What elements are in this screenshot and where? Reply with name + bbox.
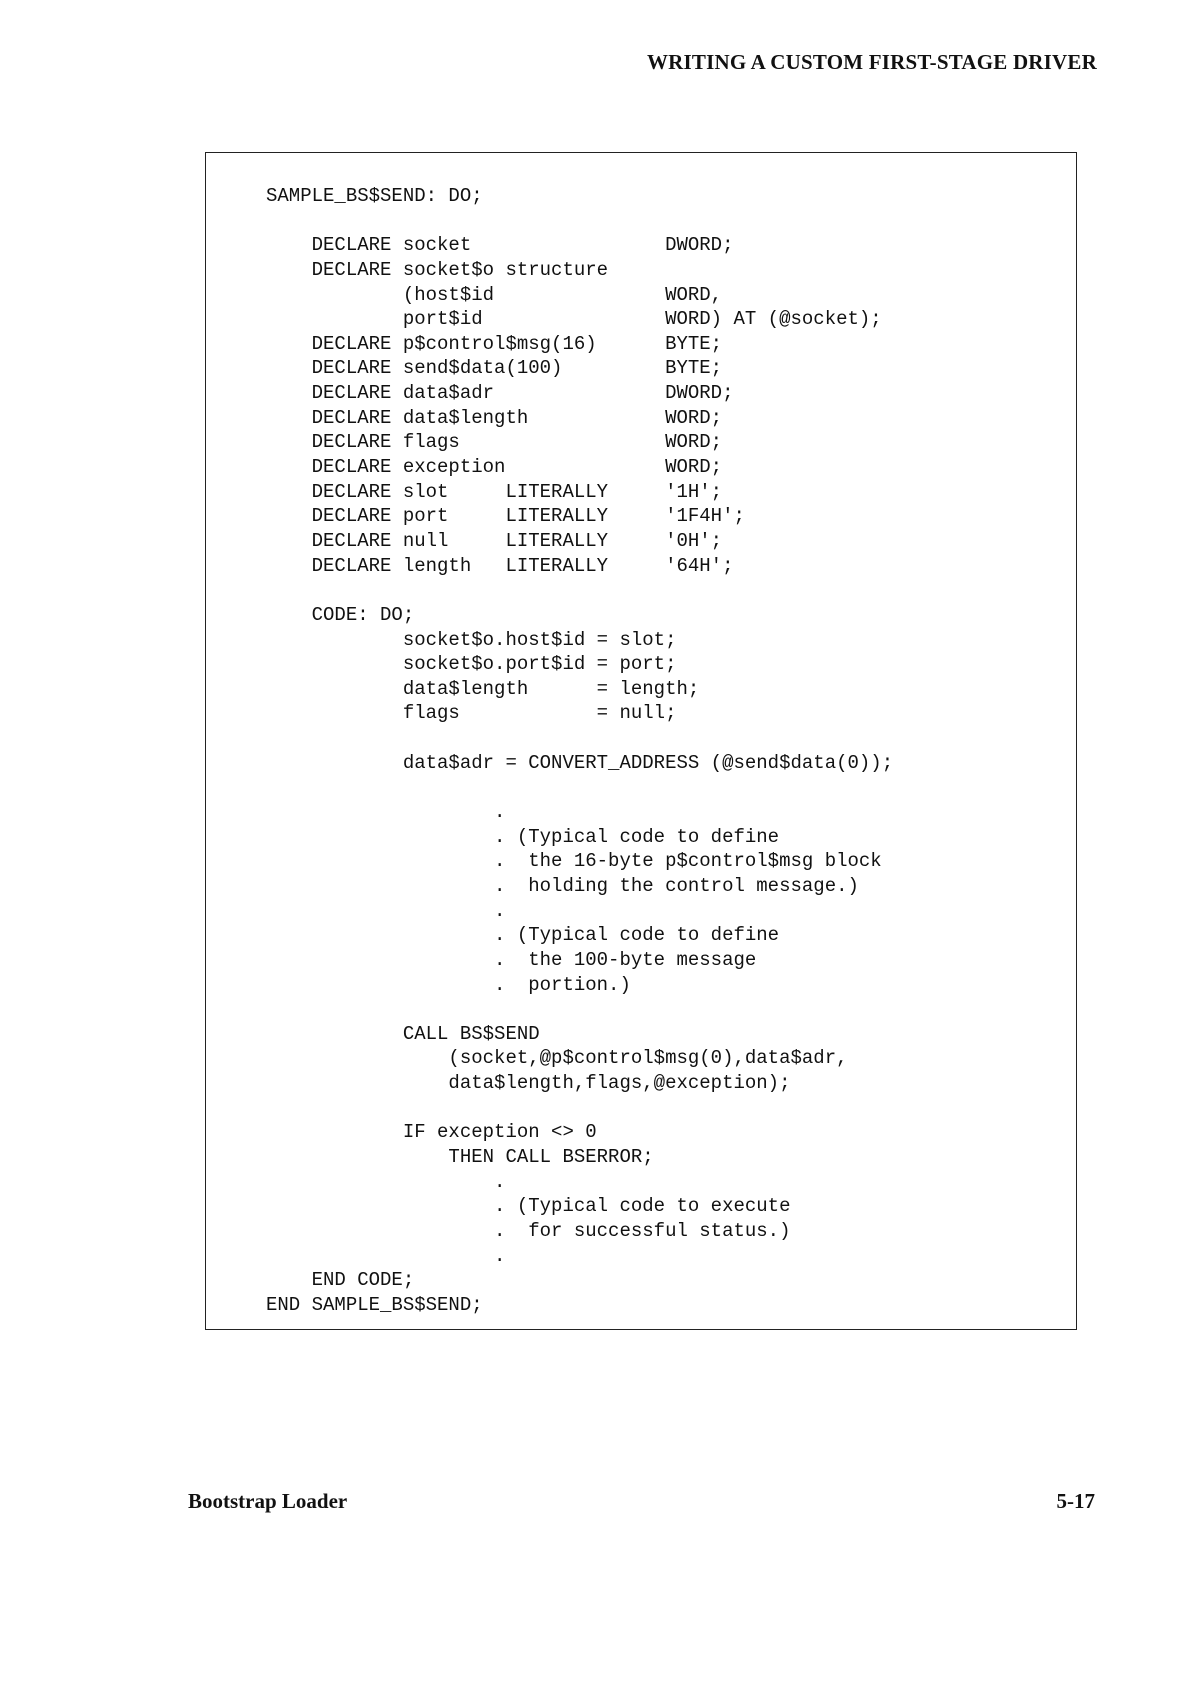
code-line: data$length,flags,@exception); <box>266 1072 791 1095</box>
code-line: DECLARE port LITERALLY '1F4H'; <box>266 505 745 528</box>
code-line: DECLARE slot LITERALLY '1H'; <box>266 480 723 503</box>
code-line: IF exception <> 0 <box>266 1121 597 1144</box>
code-line: . for successful status.) <box>266 1219 791 1242</box>
code-line: . holding the control message.) <box>266 874 859 897</box>
code-line <box>266 775 893 800</box>
code-line: DECLARE null LITERALLY '0H'; <box>266 529 723 552</box>
code-line: . portion.) <box>266 973 631 996</box>
code-line: . <box>266 1170 506 1193</box>
code-line: . (Typical code to execute <box>266 1195 791 1218</box>
page-number: 5-17 <box>1056 1489 1095 1513</box>
code-line: . the 100-byte message <box>266 948 757 971</box>
code-line <box>266 997 893 1022</box>
running-head-title: WRITING A CUSTOM FIRST-STAGE DRIVER <box>646 50 1097 74</box>
code-line: END SAMPLE_BS$SEND; <box>266 1293 483 1316</box>
code-line: DECLARE socket$o structure <box>266 258 609 281</box>
code-line: DECLARE data$adr DWORD; <box>266 382 734 405</box>
code-line <box>266 578 893 603</box>
code-line: . the 16-byte p$control$msg block <box>266 850 882 873</box>
code-line: SAMPLE_BS$SEND: DO; <box>266 185 483 207</box>
code-line <box>266 726 893 751</box>
code-line: . <box>266 1244 506 1267</box>
code-line: THEN CALL BSERROR; <box>266 1145 654 1168</box>
code-line: DECLARE exception WORD; <box>266 456 723 479</box>
code-line: DECLARE flags WORD; <box>266 431 723 454</box>
code-line: DECLARE socket DWORD; <box>266 234 734 257</box>
code-listing <box>266 184 893 1317</box>
code-line: DECLARE length LITERALLY '64H'; <box>266 554 734 577</box>
code-line: . (Typical code to define <box>266 924 780 947</box>
code-line: DECLARE p$control$msg(16) BYTE; <box>266 332 723 355</box>
code-line: DECLARE send$data(100) BYTE; <box>266 357 723 380</box>
code-listing-box <box>205 152 1077 1330</box>
code-line: port$id WORD) AT (@socket); <box>266 308 882 331</box>
code-line: data$adr = CONVERT_ADDRESS (@send$data(0)); <box>266 751 894 774</box>
code-line: (socket,@p$control$msg(0),data$adr, <box>266 1047 848 1070</box>
code-line: flags = null; <box>266 702 677 725</box>
code-line: CALL BS$SEND <box>266 1022 540 1045</box>
code-line: . (Typical code to define <box>266 825 780 848</box>
code-line <box>266 1096 893 1121</box>
code-line: DECLARE data$length WORD; <box>266 406 723 429</box>
code-line: CODE: DO; <box>266 603 415 626</box>
code-line: socket$o.host$id = slot; <box>266 628 677 651</box>
footer-section-title: Bootstrap Loader <box>188 1489 348 1513</box>
code-line: END CODE; <box>266 1269 415 1292</box>
code-line <box>266 209 893 234</box>
code-line: (host$id WORD, <box>266 283 723 306</box>
code-line: socket$o.port$id = port; <box>266 653 677 676</box>
code-line: . <box>266 801 506 824</box>
code-line: . <box>266 899 506 922</box>
code-line: data$length = length; <box>266 677 700 700</box>
